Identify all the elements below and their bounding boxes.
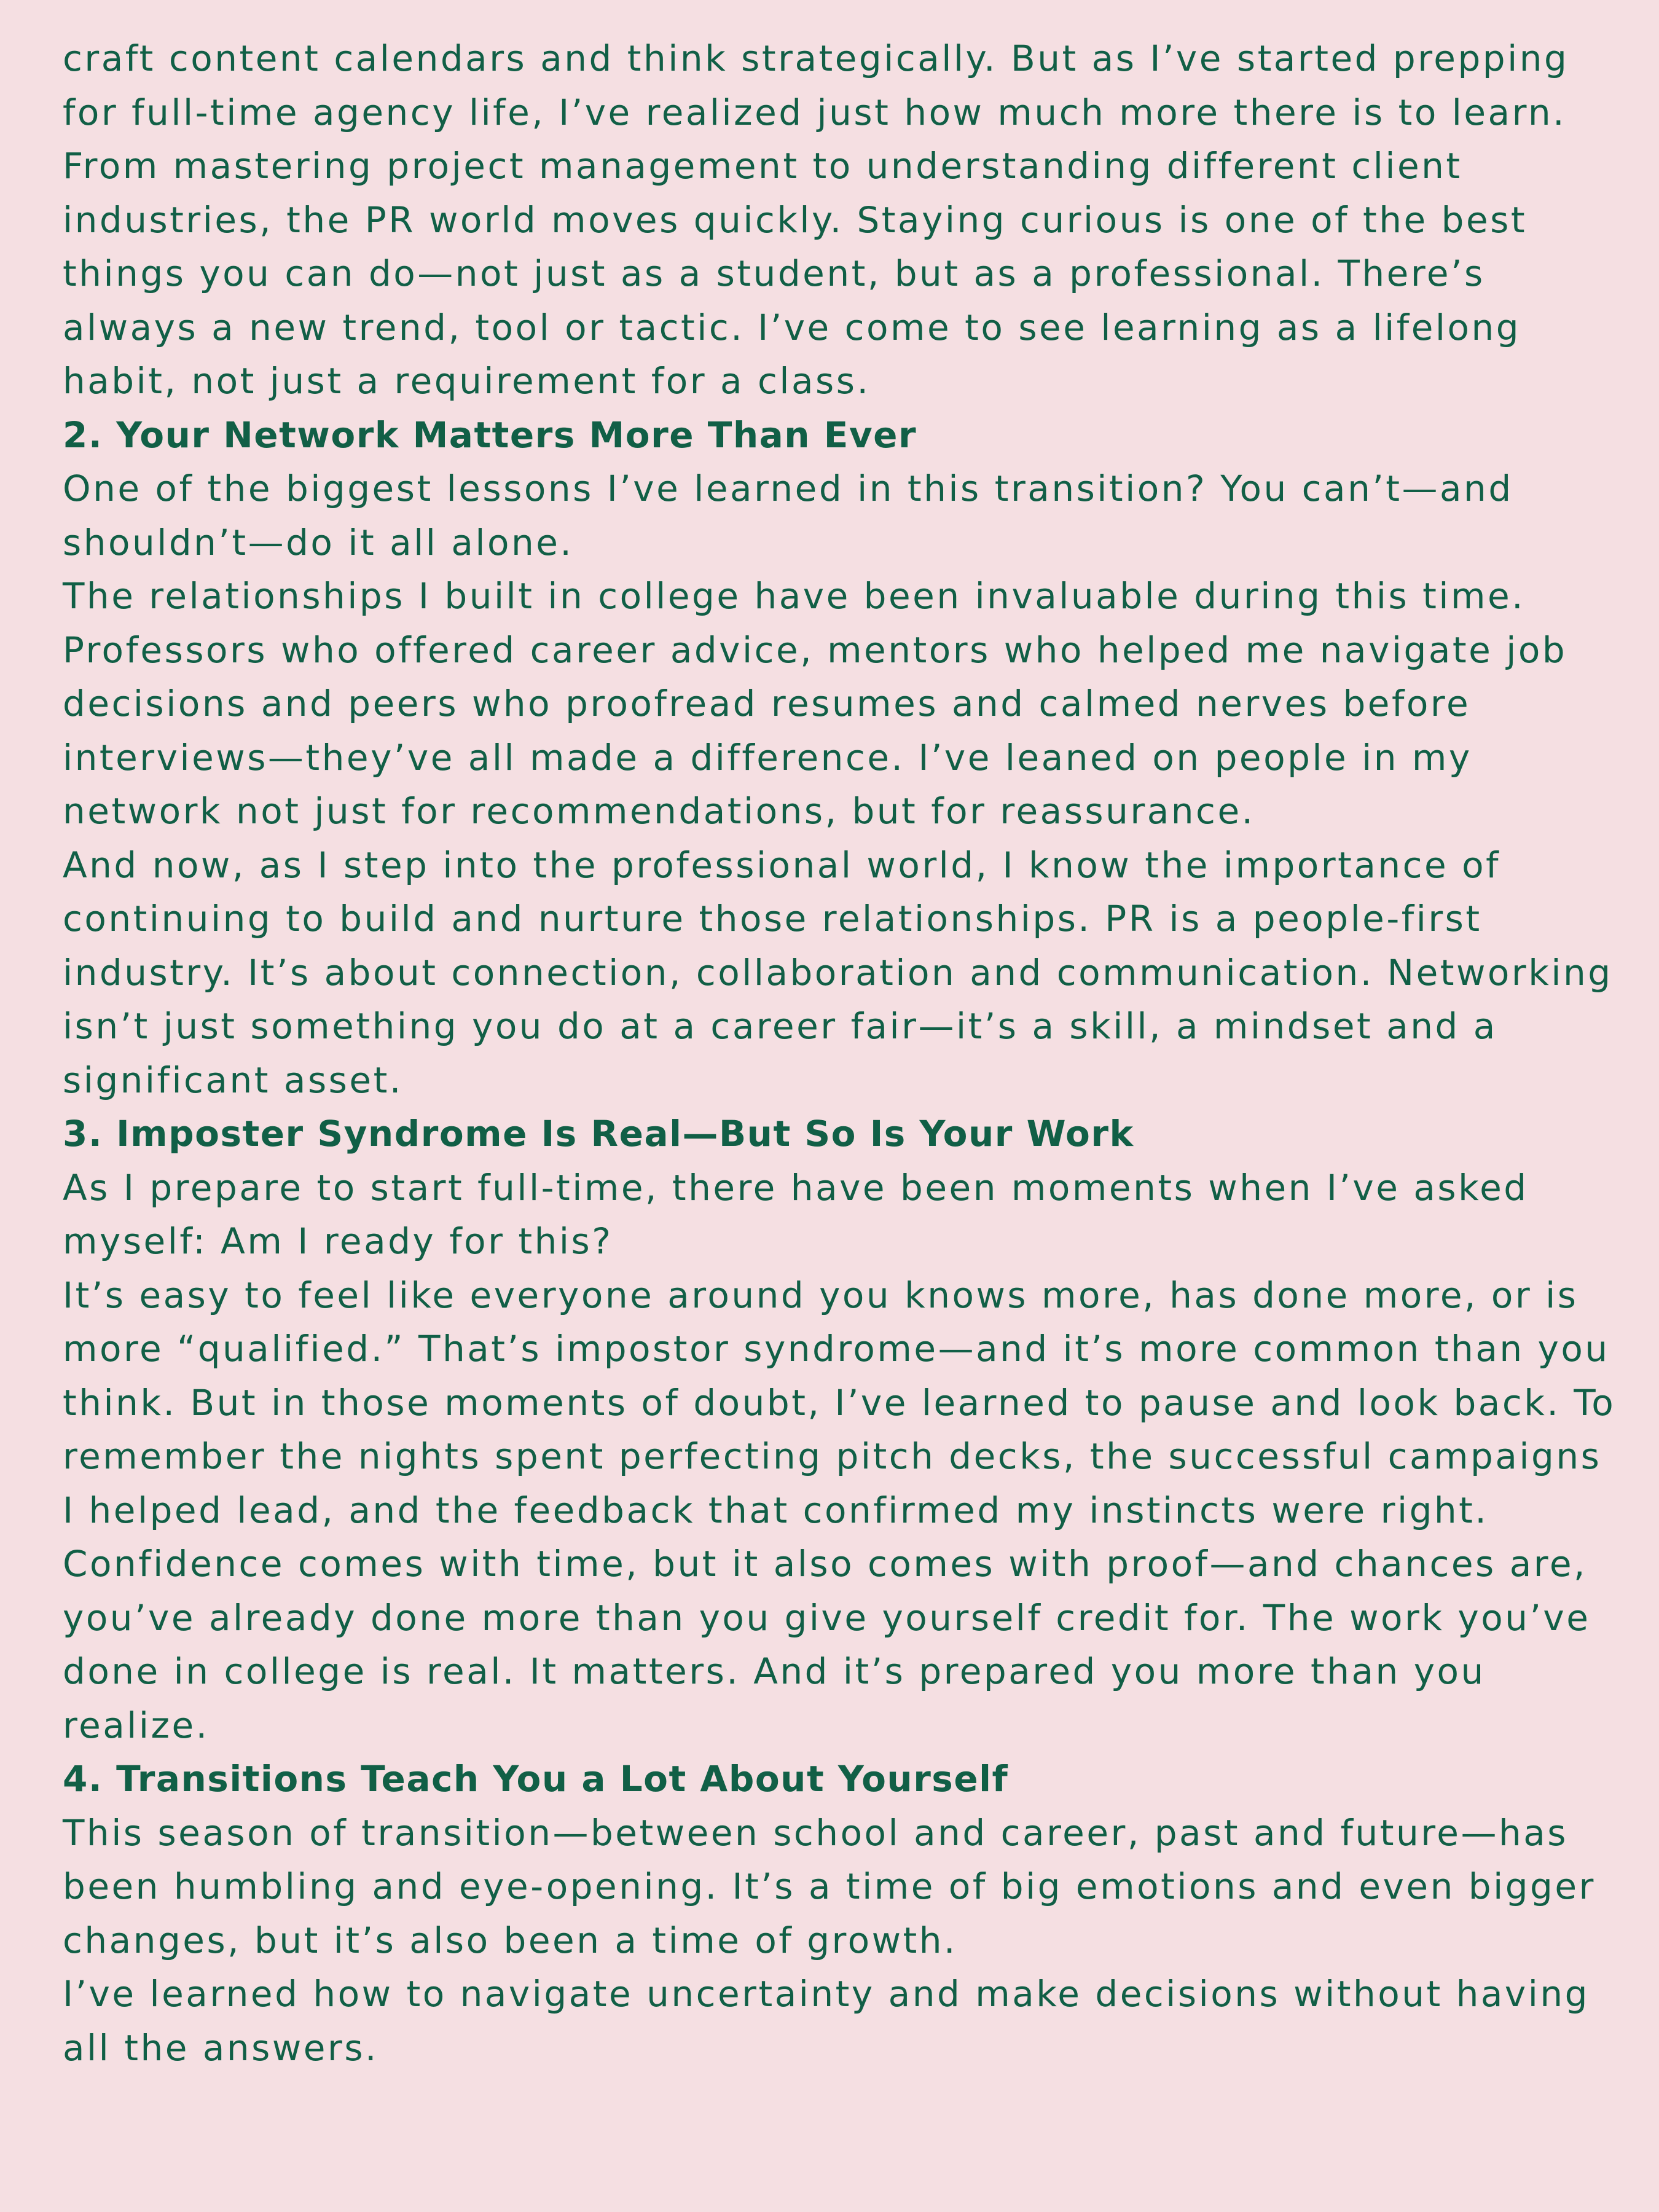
article-body [63,32,1623,2075]
section-heading: 3. Imposter Syndrome Is Real—But So Is Your Work [63,1113,1134,1155]
section-heading: 2. Your Network Matters More Than Ever [63,414,917,456]
paragraph: And now, as I step into the professional world, I know the importance of continuing to build and nurture those relationships. PR is a people-first industry. It’s about connection, collaboration and communication. Networking isn’t just something you do at a career fair—it’s a skill, a mindset and a significant asset. [63,844,1613,1101]
paragraph: Confidence comes with time, but it also comes with proof—and chances are, you’ve already done more than you give yourself credit for. The work you’ve done in college is real. It matters. And it’s prepared you more than you realize. [63,1543,1591,1746]
paragraph: As I prepare to start full-time, there have been moments when I’ve asked myself: Am I ready for this? [63,1166,1529,1262]
paragraph: It’s easy to feel like everyone around you knows more, has done more, or is more “qualified.” That’s impostor syndrome—and it’s more common than you think. But in those moments of doubt, I’ve learned to pause and look back. To remember the nights spent perfecting pitch decks, the successful campaigns I helped lead, and the feedback that confirmed my instincts were right. [63,1274,1616,1531]
paragraph: From mastering project management to understanding different client industries, the PR world moves quickly. Staying curious is one of the best things you can do—not just as a student, but as a professional. There’s always a new trend, tool or tactic. I’ve come to see learning as a lifelong habit, not just a requirement for a class. [63,145,1528,402]
section-heading: 4. Transitions Teach You a Lot About Yourself [63,1758,1009,1800]
paragraph: The relationships I built in college have been invaluable during this time. Professors who offered career advice, mentors who helped me navigate job decisions and peers who proofread resumes and calmed nerves before interviews—they’ve all made a difference. I’ve leaned on people in my network not just for recommendations, but for reassurance. [63,575,1567,832]
paragraph: I’ve learned how to navigate uncertainty and make decisions without having all the answers. [63,1973,1590,2069]
paragraph: This season of transition—between school and career, past and future—has been humbling and eye-opening. It’s a time of big emotions and even bigger changes, but it’s also been a time of growth. [63,1811,1596,1961]
paragraph: One of the biggest lessons I’ve learned in this transition? You can’t—and shouldn’t—do it all alone. [63,468,1513,563]
paragraph: craft content calendars and think strategically. But as I’ve started prepping for full-time agency life, I’ve realized just how much more there is to learn. [63,37,1569,133]
